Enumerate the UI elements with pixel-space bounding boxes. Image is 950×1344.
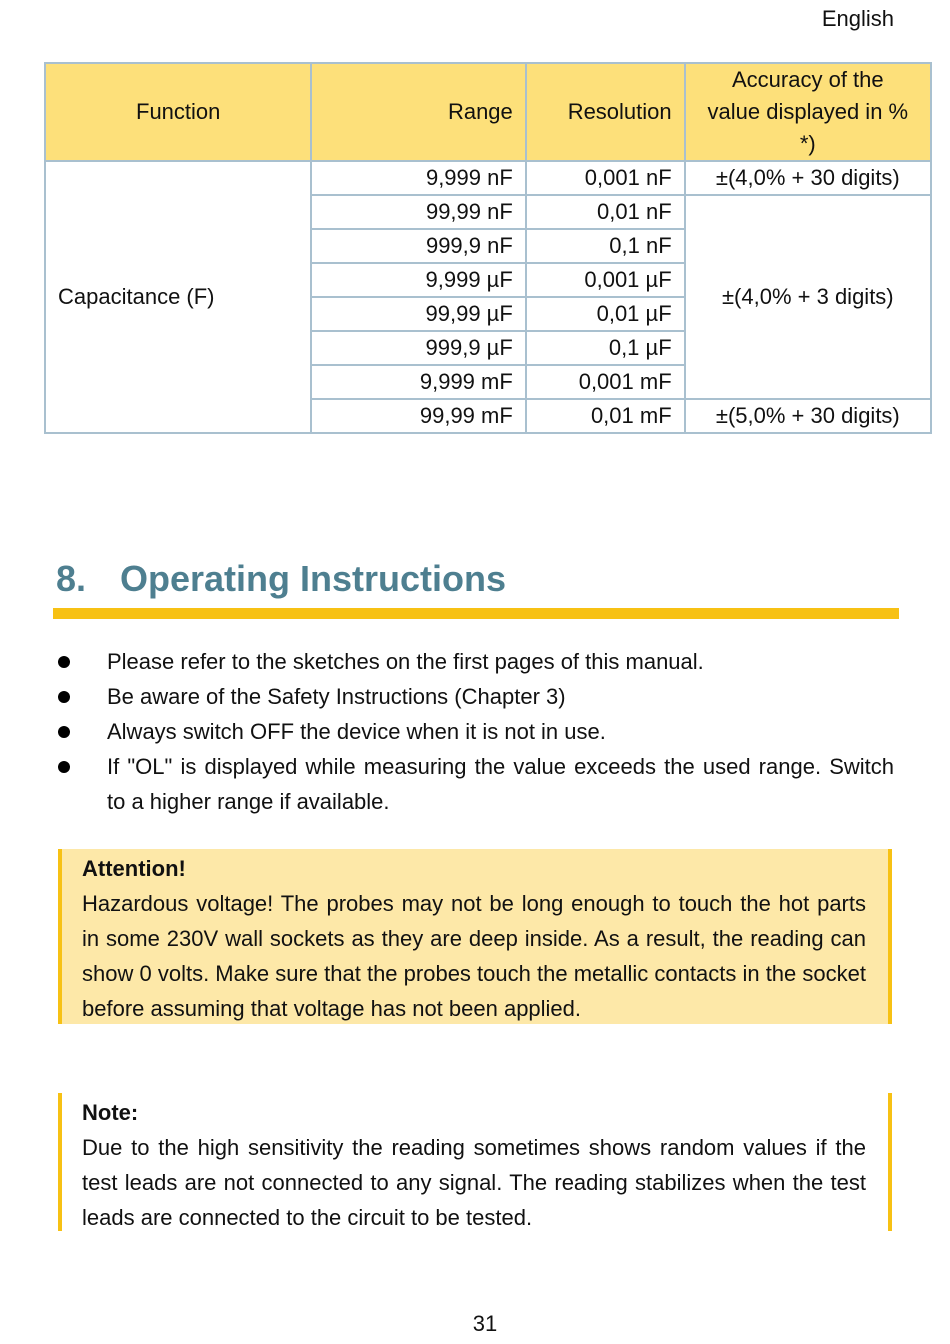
function-cell: Capacitance (F)	[45, 161, 311, 433]
range-cell: 99,99 nF	[311, 195, 525, 229]
resolution-cell: 0,01 nF	[526, 195, 685, 229]
list-item-text: Be aware of the Safety Instructions (Chapter 3)	[107, 684, 566, 709]
list-item	[56, 714, 894, 749]
note-heading: Note:	[82, 1100, 139, 1125]
accuracy-header-line: value displayed in %	[707, 99, 909, 124]
accuracy-cell: ±(5,0% + 30 digits)	[685, 399, 931, 433]
accuracy-cell: ±(4,0% + 3 digits)	[685, 195, 931, 399]
table-row	[45, 161, 931, 195]
section-heading	[56, 558, 506, 600]
range-cell: 9,999 µF	[311, 263, 525, 297]
resolution-cell: 0,001 nF	[526, 161, 685, 195]
resolution-cell: 0,01 mF	[526, 399, 685, 433]
list-item-text: If "OL" is displayed while measuring the value exceeds the used range. Switch to a higher range if available.	[107, 754, 894, 814]
language-label: English	[821, 6, 894, 31]
instruction-list	[56, 644, 894, 819]
accuracy-cell: ±(4,0% + 30 digits)	[685, 161, 931, 195]
page-number: 31	[472, 1311, 498, 1336]
range-cell: 999,9 µF	[311, 331, 525, 365]
resolution-cell: 0,001 mF	[526, 365, 685, 399]
resolution-cell: 0,001 µF	[526, 263, 685, 297]
section-number: 8.	[56, 558, 87, 599]
section-title: Operating Instructions	[120, 558, 507, 599]
list-item	[56, 749, 894, 819]
range-cell: 99,99 mF	[311, 399, 525, 433]
resolution-cell: 0,1 nF	[526, 229, 685, 263]
resolution-cell: 0,1 µF	[526, 331, 685, 365]
list-item-text: Please refer to the sketches on the first pages of this manual.	[107, 649, 704, 674]
capacitance-spec-table	[44, 62, 932, 434]
bullet-icon	[58, 656, 70, 668]
note-text: Due to the high sensitivity the reading sometimes shows random values if the test leads are not connected to any signal. The reading stabilizes when the test leads are connected to the circuit to be tested.	[82, 1135, 866, 1230]
note-box	[58, 1093, 892, 1231]
column-header-range: Range	[311, 63, 525, 161]
range-cell: 9,999 mF	[311, 365, 525, 399]
list-item	[56, 679, 894, 714]
attention-box	[58, 849, 892, 1024]
attention-heading: Attention!	[82, 856, 186, 881]
range-cell: 99,99 µF	[311, 297, 525, 331]
column-header-accuracy	[685, 63, 931, 161]
resolution-cell: 0,01 µF	[526, 297, 685, 331]
bullet-icon	[58, 691, 70, 703]
range-cell: 9,999 nF	[311, 161, 525, 195]
list-item	[56, 644, 894, 679]
attention-text: Hazardous voltage! The probes may not be long enough to touch the hot parts in some 230V wall sockets as they are deep inside. As a result, the reading can show 0 volts. Make sure that the probes touch the metallic contacts in the socket before assuming that voltage has not been applied.	[82, 891, 866, 1021]
bullet-icon	[58, 761, 70, 773]
column-header-function: Function	[45, 63, 311, 161]
accuracy-header-line: Accuracy of the	[732, 67, 884, 92]
list-item-text: Always switch OFF the device when it is not in use.	[107, 719, 606, 744]
section-divider	[53, 608, 899, 619]
range-cell: 999,9 nF	[311, 229, 525, 263]
column-header-resolution: Resolution	[526, 63, 685, 161]
table-header-row	[45, 63, 931, 161]
bullet-icon	[58, 726, 70, 738]
accuracy-header-line: *)	[799, 131, 816, 156]
